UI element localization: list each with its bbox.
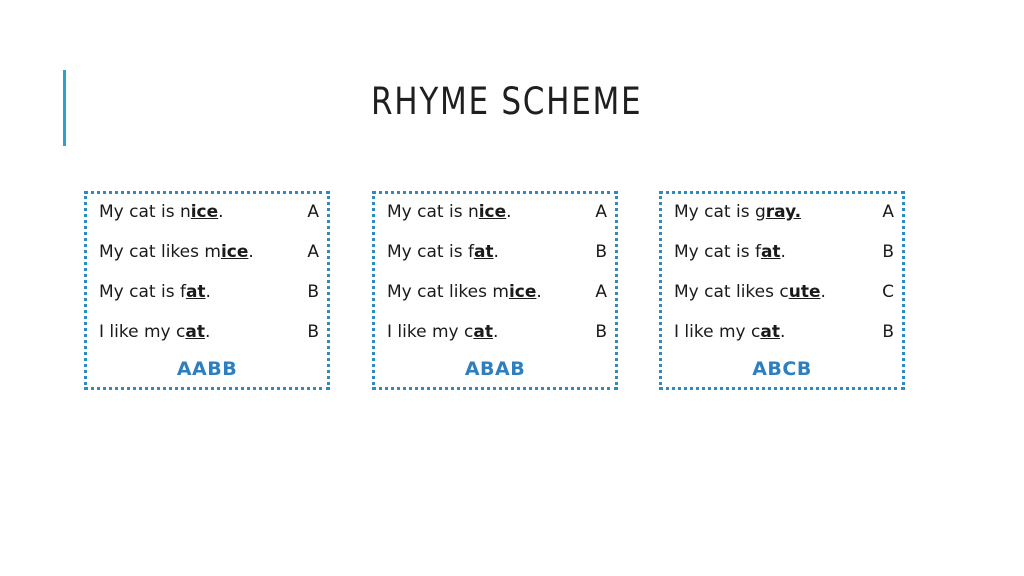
rhyme-scheme-label: AABB	[176, 358, 238, 380]
rhyme-letter: A	[595, 282, 607, 302]
rhyme-ending: at	[473, 322, 493, 342]
poem-line: My cat is gray. A	[674, 202, 894, 222]
poem-line: My cat is nice. A	[99, 202, 319, 222]
rhyme-scheme-label: ABCB	[752, 358, 812, 380]
poem-box-aabb	[84, 191, 330, 390]
rhyme-ending: at	[185, 322, 205, 342]
rhyme-letter: B	[882, 242, 894, 262]
poem-line: My cat is fat. B	[99, 282, 319, 302]
rhyme-ending: at	[185, 282, 206, 302]
poem-line: My cat likes cute. C	[674, 282, 894, 302]
poem-line: My cat is nice. A	[387, 202, 607, 222]
rhyme-ending: ice	[478, 202, 507, 222]
rhyme-ending: at	[760, 322, 780, 342]
poem-line: My cat likes mice. A	[99, 242, 319, 262]
rhyme-ending: at	[473, 242, 494, 262]
rhyme-ending: ice	[190, 202, 219, 222]
accent-bar	[63, 70, 66, 146]
poem-box-abab	[372, 191, 618, 390]
rhyme-letter: A	[595, 202, 607, 222]
rhyme-ending: ray.	[765, 202, 802, 222]
poem-line: My cat is fat. B	[674, 242, 894, 262]
poem-line: I like my cat. B	[387, 322, 607, 342]
rhyme-letter: A	[307, 202, 319, 222]
poem-line: I like my cat. B	[674, 322, 894, 342]
rhyme-scheme-label: ABAB	[464, 358, 526, 380]
poem-line: I like my cat. B	[99, 322, 319, 342]
poem-box-abcb	[659, 191, 905, 390]
rhyme-letter: B	[307, 282, 319, 302]
rhyme-letter: B	[595, 322, 607, 342]
rhyme-letter: A	[882, 202, 894, 222]
rhyme-letter: A	[307, 242, 319, 262]
poem-line: My cat is fat. B	[387, 242, 607, 262]
rhyme-ending: at	[760, 242, 781, 262]
rhyme-ending: ice	[508, 282, 537, 302]
rhyme-ending: ute	[788, 282, 821, 302]
rhyme-letter: B	[307, 322, 319, 342]
rhyme-letter: C	[882, 282, 894, 302]
slide-title: RHYME SCHEME	[371, 80, 643, 123]
rhyme-ending: ice	[220, 242, 249, 262]
rhyme-letter: B	[595, 242, 607, 262]
poem-line: My cat likes mice. A	[387, 282, 607, 302]
rhyme-letter: B	[882, 322, 894, 342]
